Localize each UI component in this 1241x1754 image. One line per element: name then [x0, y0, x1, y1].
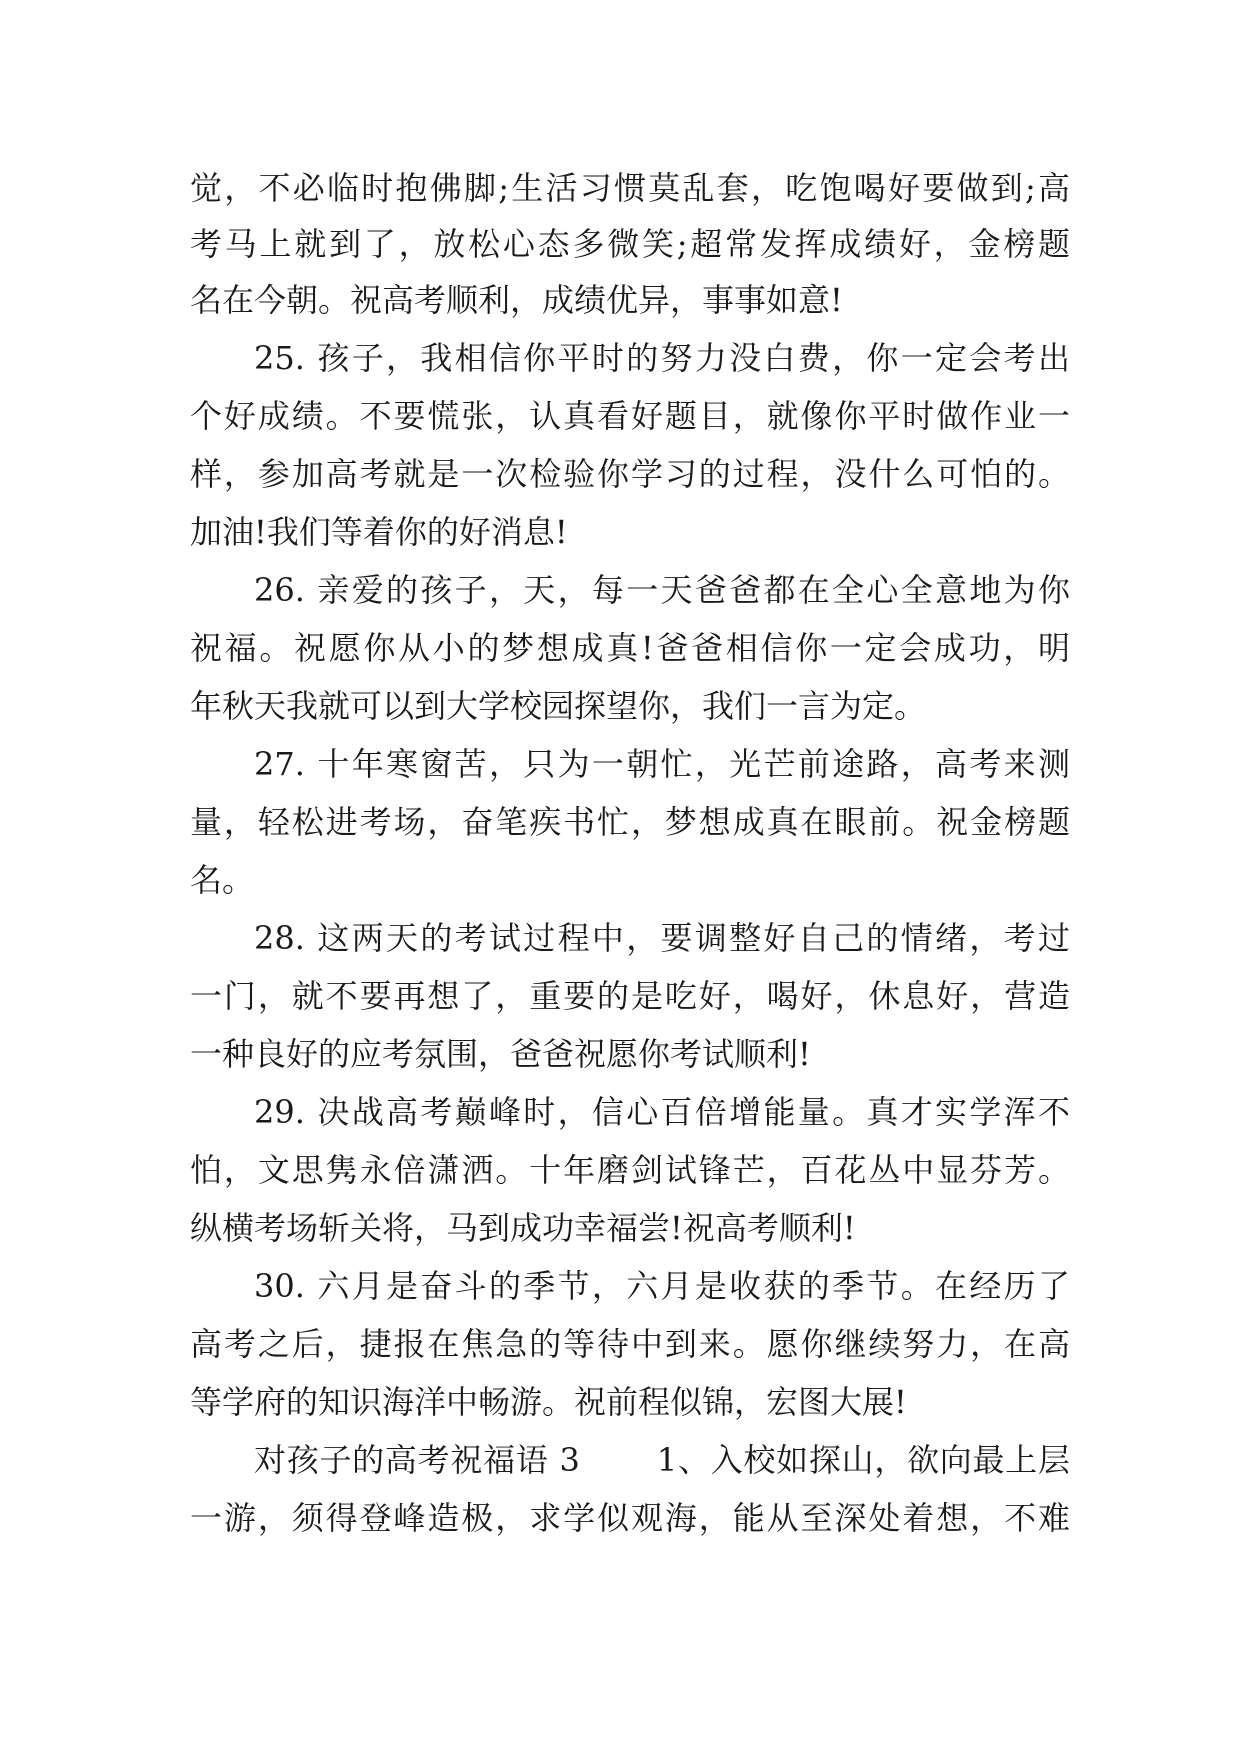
text-line: 等学府的知识海洋中畅游。祝前程似锦，宏图大展!: [190, 1383, 907, 1421]
text-line: 怕，文思隽永倍潇洒。十年磨剑试锋芒，百花丛中显芬芳。: [190, 1151, 1070, 1189]
text-line: 30. 六月是奋斗的季节，六月是收获的季节。在经历了: [254, 1267, 1070, 1305]
text-line: 高考之后，捷报在焦急的等待中到来。愿你继续努力，在高: [190, 1325, 1070, 1363]
text-line: 个好成绩。不要慌张，认真看好题目，就像你平时做作业一: [190, 397, 1070, 435]
text-line: 29. 决战高考巅峰时，信心百倍增能量。真才实学浑不: [254, 1093, 1070, 1131]
text-line: 名。: [190, 861, 255, 899]
text-line: 一种良好的应考氛围，爸爸祝愿你考试顺利!: [190, 1035, 811, 1073]
text-line: 28. 这两天的考试过程中，要调整好自己的情绪，考过: [254, 919, 1070, 957]
text-line: 考马上就到了，放松心态多微笑;超常发挥成绩好，金榜题: [190, 225, 1070, 263]
text-line: 一门，就不要再想了，重要的是吃好，喝好，休息好，营造: [190, 977, 1070, 1015]
text-line: 26. 亲爱的孩子，天，每一天爸爸都在全心全意地为你: [254, 571, 1070, 609]
text-line: 加油!我们等着你的好消息!: [190, 513, 568, 551]
text-line: 对孩子的高考祝福语 3 1、入校如探山，欲向最上层: [254, 1441, 1070, 1479]
text-line: 年秋天我就可以到大学校园探望你，我们一言为定。: [190, 687, 927, 725]
text-line: 觉，不必临时抱佛脚;生活习惯莫乱套，吃饱喝好要做到;高: [190, 169, 1070, 207]
text-line: 一游，须得登峰造极，求学似观海，能从至深处着想，不难: [190, 1499, 1070, 1537]
text-line: 祝福。祝愿你从小的梦想成真!爸爸相信你一定会成功，明: [190, 629, 1070, 667]
text-line: 25. 孩子，我相信你平时的努力没白费，你一定会考出: [254, 339, 1070, 377]
text-line: 样，参加高考就是一次检验你学习的过程，没什么可怕的。: [190, 455, 1070, 493]
text-line: 量，轻松进考场，奋笔疾书忙，梦想成真在眼前。祝金榜题: [190, 803, 1070, 841]
text-line: 纵横考场斩关将，马到成功幸福尝!祝高考顺利!: [190, 1209, 856, 1247]
text-line: 名在今朝。祝高考顺利，成绩优异，事事如意!: [190, 281, 843, 319]
text-line: 27. 十年寒窗苦，只为一朝忙，光芒前途路，高考来测: [254, 745, 1070, 783]
